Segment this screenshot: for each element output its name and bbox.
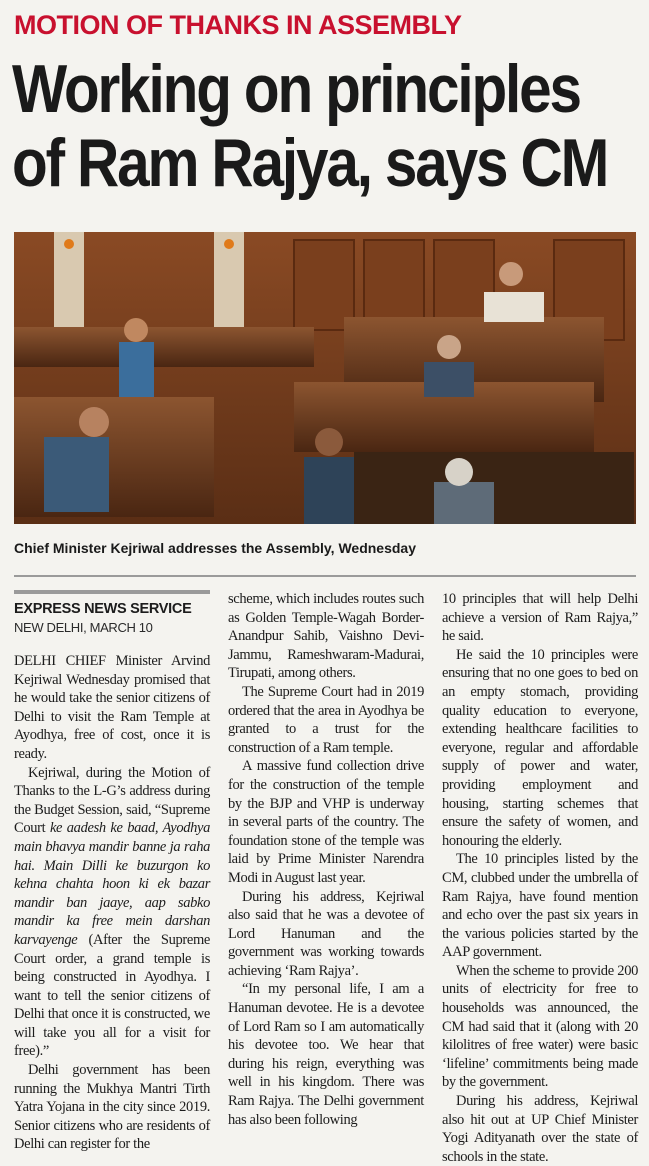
headline-line-1: Working on principles: [12, 51, 580, 127]
paragraph: “In my personal life, I am a Hanuman devotee. He is a devotee of Lord Ram so I am automatically his devotee too. We hear that during his reign, everything was well in his kingdom. There was Ram Rajya. The Delhi government has also been following: [228, 981, 424, 1128]
paragraph-text: Kejriwal, during the Motion of Thanks to the L-G’s address during the Budget Session, said, “Supreme Court: [14, 764, 210, 837]
column-3: [442, 590, 638, 1166]
dateline: NEW DELHI, MARCH 10: [14, 620, 153, 635]
paragraph: 10 principles that will help Delhi achieve a version of Ram Rajya,” he said.: [442, 591, 638, 645]
kicker: MOTION OF THANKS IN ASSEMBLY: [14, 10, 462, 40]
column-2: [228, 590, 424, 1129]
quote-hindi: ke aadesh ke baad, Ayodhya main bhavya mandir banne ja raha hai. Main Dilli ke buzurgon ko kehna chahta hoon ki ek bazar mandir ban jaaye, aap sabko mandir ka free mein darshan karvayenge: [14, 820, 211, 948]
byline: EXPRESS NEWS SERVICE: [14, 590, 210, 618]
divider: [14, 575, 636, 577]
headline: [12, 51, 608, 201]
paragraph: A massive fund collection drive for the construction of the temple by the BJP and VHP is underway in several parts of the country. The foundation stone of the temple was laid by Prime Minister Narendra Modi in August last year.: [228, 758, 424, 886]
paragraph: During his address, Kejriwal also hit out at UP Chief Minister Yogi Adityanath over the state of schools in the state.: [442, 1093, 638, 1165]
paragraph: The Supreme Court had in 2019 ordered that the area in Ayodhya be granted to a trust for the construction of a Ram temple.: [228, 683, 424, 756]
paragraph: Delhi government has been running the Mukhya Mantri Tirth Yatra Yojana in the city since 2019. Senior citizens who are residents of Delhi can register for the: [14, 1062, 210, 1153]
paragraph: When the scheme to provide 200 units of electricity for free to households was announced, the CM had said that it (along with 20 kilolitres of free water) were basic ‘lifeline’ commitments being made by the government.: [442, 962, 638, 1091]
headline-line-2: of Ram Rajya, says CM: [12, 125, 608, 201]
paragraph-text: (After the Supreme Court order, a grand temple is being constructed in Ayodhya. I want to tell the senior citizens of Delhi that once it is constructed, we will take you all for a visit for free).”: [14, 931, 210, 1060]
paragraph: scheme, which includes routes such as Golden Temple-Wagah Border-Anandpur Sahib, Vaishno Devi-Jammu, Rameshwaram-Madurai, Tirupati, among others.: [228, 591, 424, 682]
paragraph: During his address, Kejriwal also said that he was a devotee of Lord Hanuman and the government was working towards achieving ‘Ram Rajya’.: [228, 888, 424, 979]
paragraph: He said the 10 principles were ensuring that no one goes to bed on an empty stomach, providing quality education to everyone, extending healthcare facilities to everyone, regular and affordable supply of power and water, providing employment and housing, starting schemes that ensure the safety of women, and honouring the elderly.: [442, 646, 638, 849]
paragraph: The 10 principles listed by the CM, clubbed under the umbrella of Ram Rajya, have found mention and echo over the past six years in the various policies started by the AAP government.: [442, 851, 638, 961]
paragraph: DELHI CHIEF Minister Arvind Kejriwal Wednesday promised that he would take the senior citizens of Delhi to visit the Ram Temple at Ayodhya, free of cost, once it is ready.: [14, 653, 210, 762]
photo-caption: Chief Minister Kejriwal addresses the Assembly, Wednesday: [14, 540, 416, 556]
column-1: [14, 590, 210, 1154]
assembly-photo: [14, 232, 636, 524]
paragraph: [14, 764, 210, 1062]
